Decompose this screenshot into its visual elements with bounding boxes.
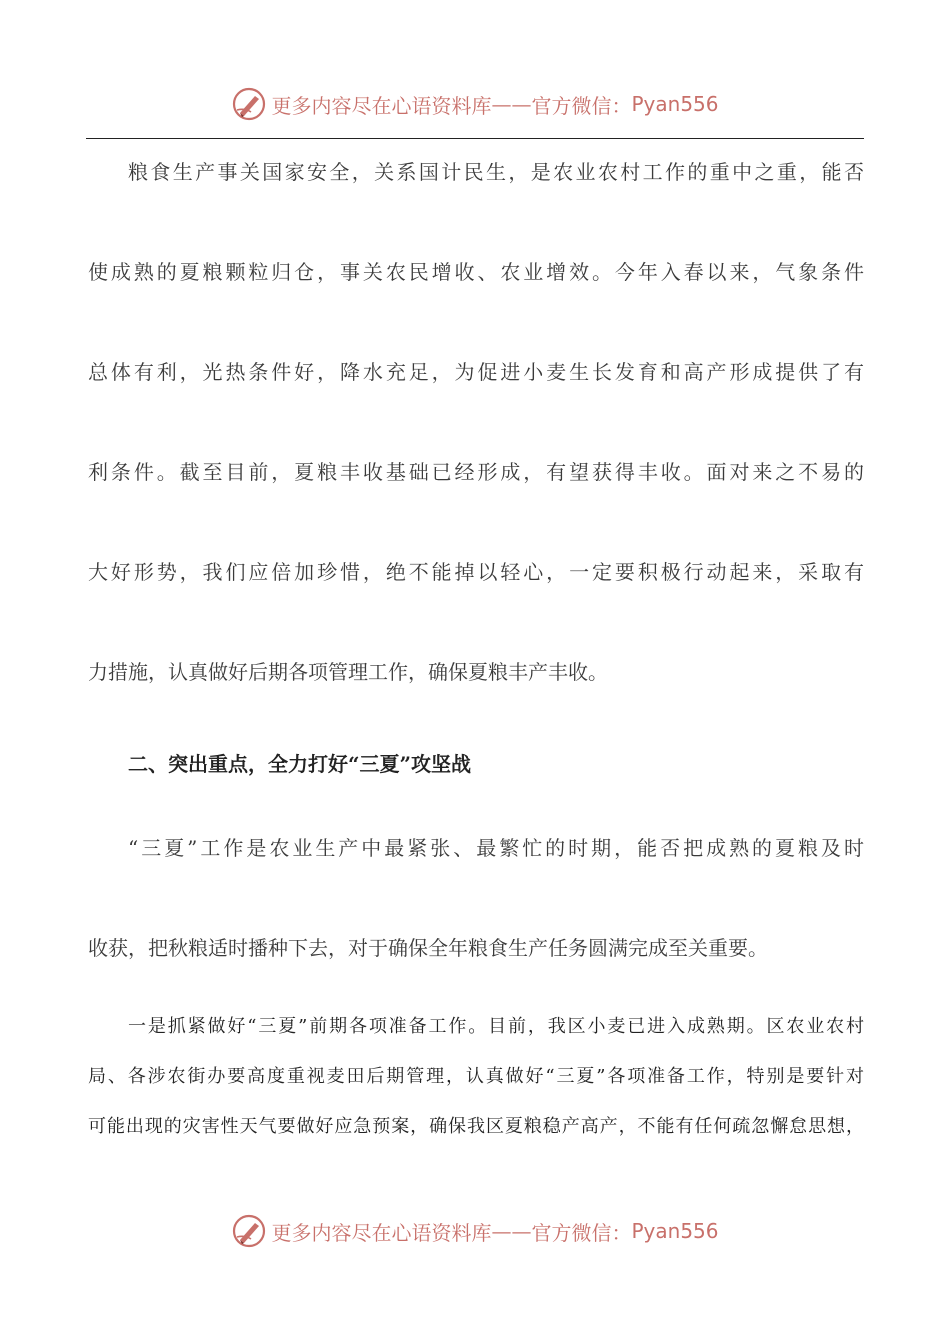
paragraph-3-line-1: 一是抓紧做好“三夏”前期各项准备工作。目前，我区小麦已进入成熟期。区农业农村 <box>128 1016 864 1037</box>
paragraph-1-line-6: 力措施，认真做好后期各项管理工作，确保夏粮丰产丰收。 <box>88 660 608 684</box>
paragraph-1-line-3: 总体有利，光热条件好，降水充足，为促进小麦生长发育和高产形成提供了有 <box>88 360 864 384</box>
section-heading: 二、突出重点，全力打好“三夏”攻坚战 <box>128 752 472 776</box>
watermark-brand: 更多内容尽在心语资料库 <box>271 93 492 118</box>
paragraph-1-line-1: 粮食生产事关国家安全，关系国计民生，是农业农村工作的重中之重，能否 <box>128 160 864 184</box>
watermark-separator: —— <box>491 1219 532 1243</box>
watermark-separator: —— <box>491 92 532 116</box>
paragraph-2-line-1: “三夏”工作是农业生产中最紧张、最繁忙的时期，能否把成熟的夏粮及时 <box>128 836 864 860</box>
paragraph-1-line-2: 使成熟的夏粮颗粒归仓，事关农民增收、农业增效。今年入春以来，气象条件 <box>88 260 864 284</box>
paragraph-2-line-2: 收获，把秋粮适时播种下去，对于确保全年粮食生产任务圆满完成至关重要。 <box>88 936 768 960</box>
document-body <box>88 150 864 1152</box>
paragraph-3-line-2: 局、各涉农街办要高度重视麦田后期管理，认真做好“三夏”各项准备工作，特别是要针对 <box>88 1066 864 1087</box>
pen-logo-icon <box>231 1213 267 1249</box>
footer-watermark <box>0 1211 950 1251</box>
header-watermark <box>0 84 950 124</box>
header-divider <box>86 138 864 139</box>
watermark-label: 官方微信： <box>531 1220 632 1245</box>
watermark-brand: 更多内容尽在心语资料库 <box>271 1220 492 1245</box>
watermark-id: Pyan556 <box>631 92 719 116</box>
paragraph-1-line-5: 大好形势，我们应倍加珍惜，绝不能掉以轻心，一定要积极行动起来，采取有 <box>88 560 864 584</box>
paragraph-3-line-3: 可能出现的灾害性天气要做好应急预案，确保我区夏粮稳产高产，不能有任何疏忽懈怠思想， <box>88 1116 864 1137</box>
pen-logo-icon <box>231 86 267 122</box>
paragraph-1-line-4: 利条件。截至目前，夏粮丰收基础已经形成，有望获得丰收。面对来之不易的 <box>88 460 864 484</box>
watermark-label: 官方微信： <box>531 93 632 118</box>
watermark-id: Pyan556 <box>631 1219 719 1243</box>
